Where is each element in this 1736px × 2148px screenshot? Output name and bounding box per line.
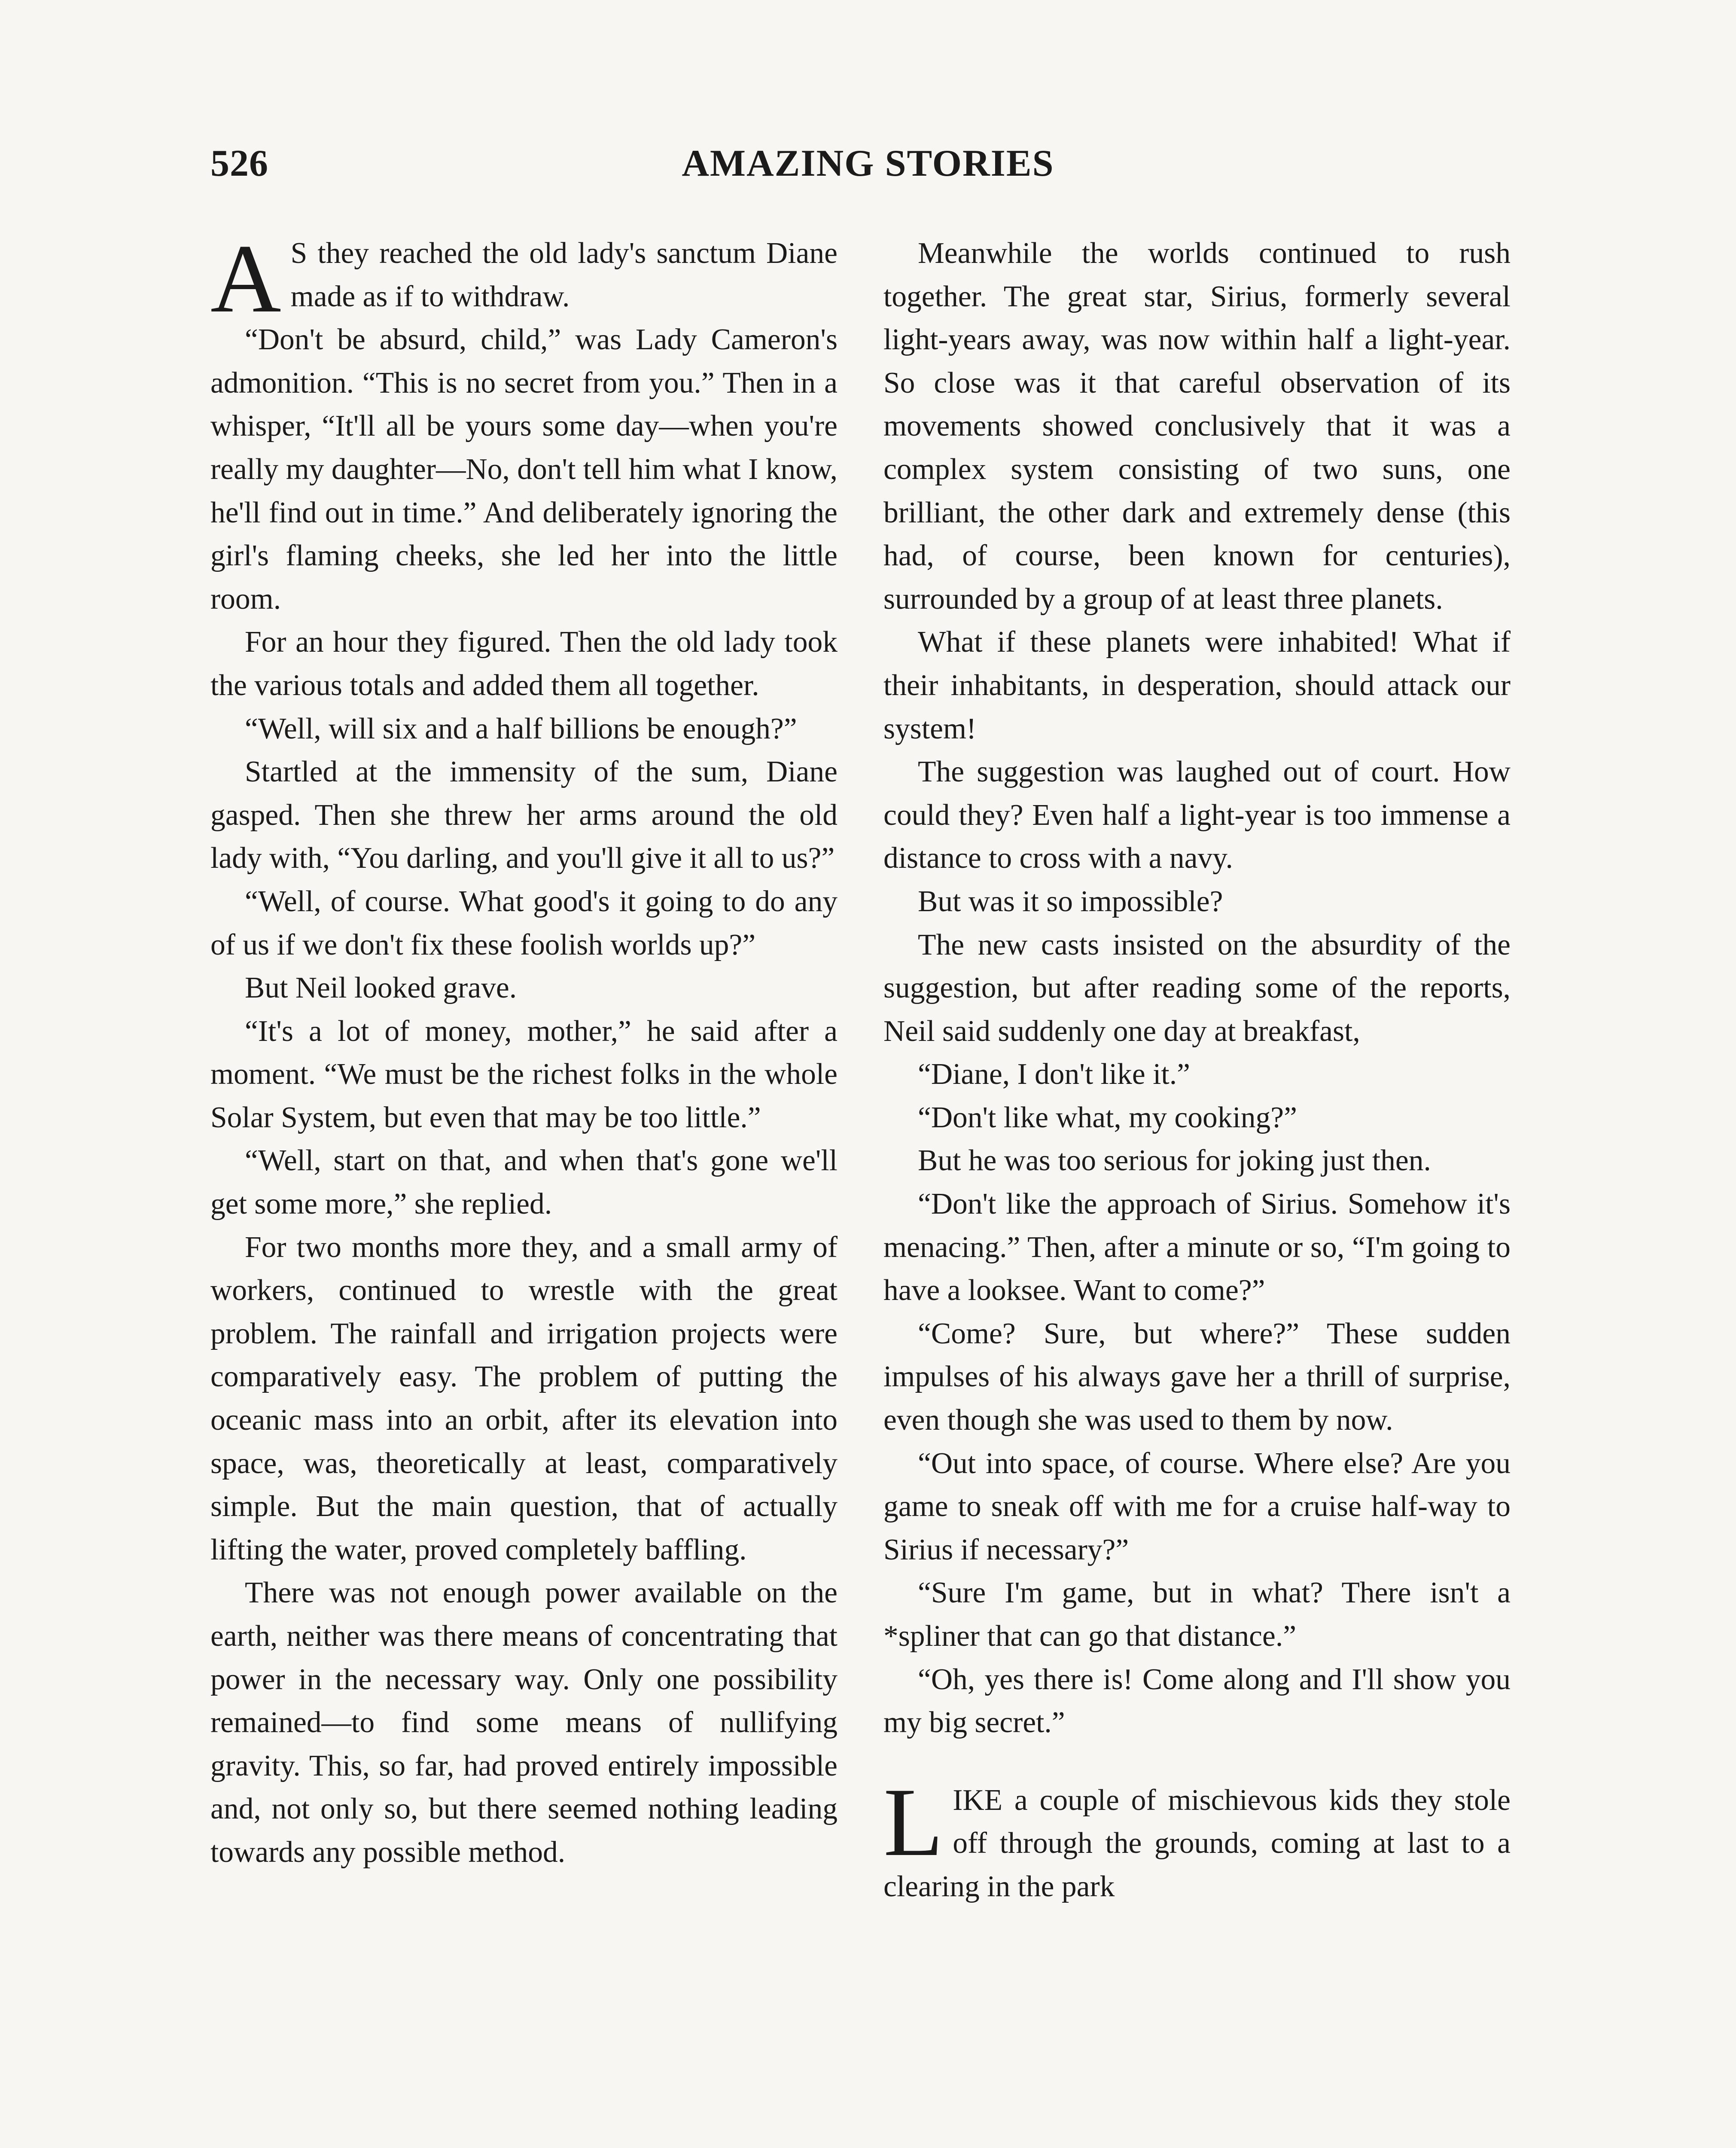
section-opening-paragraph <box>883 1768 1511 1909</box>
paragraph: The suggestion was laughed out of court. How could they? Even half a light-year is too immense a distance to cross with a navy. <box>883 755 1511 875</box>
paragraph: “It's a lot of money, mother,” he said after a moment. “We must be the richest folks in the whole Solar System, but even that may be too little.” <box>210 1014 838 1134</box>
paragraph-text: S they reached the old lady's sanctum Diane made as if to withdraw. <box>290 237 838 313</box>
paragraph: There was not enough power available on the earth, neither was there means of concentrating that power in the necessary way. Only one possibility remained—to find some means of nullifying gravity. This, so far, had proved entirely impossible and, not only so, but there seemed nothing leading towards any possible method. <box>210 1576 838 1869</box>
paragraph: But he was too serious for joking just then. <box>918 1144 1431 1178</box>
paragraph: For an hour they figured. Then the old lady took the various totals and added them all together. <box>210 625 838 702</box>
opening-paragraph <box>210 225 838 333</box>
paragraph: But was it so impossible? <box>918 885 1223 918</box>
right-column <box>883 232 1511 1909</box>
paragraph: “Diane, I don't like it.” <box>918 1058 1190 1091</box>
drop-cap: A <box>210 225 281 333</box>
section-break <box>883 1745 1511 1779</box>
paragraph: “Don't like what, my cooking?” <box>918 1101 1297 1134</box>
paragraph: For two months more they, and a small army of workers, continued to wrestle with the great problem. The rainfall and irrigation projects were comparatively easy. The problem of putting the oceanic mass into an orbit, after its elevation into space, was, theoretically at least, comparatively simple. But the main question, that of actually lifting the water, proved completely baffling. <box>210 1230 838 1566</box>
paragraph: “Come? Sure, but where?” These sudden impulses of his always gave her a thrill of surprise, even though she was used to them by now. <box>883 1317 1511 1437</box>
paragraph: “Sure I'm game, but in what? There isn't a *spliner that can go that distance.” <box>883 1576 1511 1653</box>
left-column <box>210 225 838 1874</box>
paragraph: “Well, of course. What good's it going to do any of us if we don't fix these foolish worlds up?” <box>210 885 838 961</box>
paragraph: “Oh, yes there is! Come along and I'll show you my big secret.” <box>883 1663 1511 1739</box>
paragraph: “Don't be absurd, child,” was Lady Cameron's admonition. “This is no secret from you.” Then in a whisper, “It'll all be yours some day—when you're really my daughter—No, don't tell him what I know, he'll find out in time.” And deliberately ignoring the girl's flaming cheeks, she led her into the little room. <box>210 323 838 616</box>
page-header <box>0 142 1736 202</box>
paragraph: What if these planets were inhabited! What if their inhabitants, in desperation, should attack our system! <box>883 625 1511 745</box>
paragraph: “Well, will six and a half billions be enough?” <box>245 712 797 745</box>
page-number: 526 <box>210 143 268 184</box>
paragraph: “Don't like the approach of Sirius. Somehow it's menacing.” Then, after a minute or so, “I'm going to have a looksee. Want to come?” <box>883 1187 1511 1307</box>
paragraph: Meanwhile the worlds continued to rush together. The great star, Sirius, formerly several light-years away, was now within half a light-year. So close was it that careful observation of its movements showed conclusively that it was a complex system consisting of two suns, one brilliant, the other dark and extremely dense (this had, of course, been known for centuries), surrounded by a group of at least three planets. <box>883 237 1511 616</box>
paragraph: Startled at the immensity of the sum, Diane gasped. Then she threw her arms around the old lady with, “You darling, and you'll give it all to us?” <box>210 755 838 875</box>
paragraph: The new casts insisted on the absurdity of the suggestion, but after reading some of the reports, Neil said suddenly one day at breakfast, <box>883 928 1511 1048</box>
drop-cap: L <box>883 1768 944 1876</box>
paragraph: “Out into space, of course. Where else? Are you game to sneak off with me for a cruise half-way to Sirius if necessary?” <box>883 1446 1511 1566</box>
paragraph: But Neil looked grave. <box>245 971 517 1005</box>
paragraph-text: IKE a couple of mischievous kids they stole off through the grounds, coming at last to a clearing in the park <box>883 1783 1511 1903</box>
paragraph: “Well, start on that, and when that's gone we'll get some more,” she replied. <box>210 1144 838 1221</box>
magazine-title: AMAZING STORIES <box>682 143 1054 184</box>
